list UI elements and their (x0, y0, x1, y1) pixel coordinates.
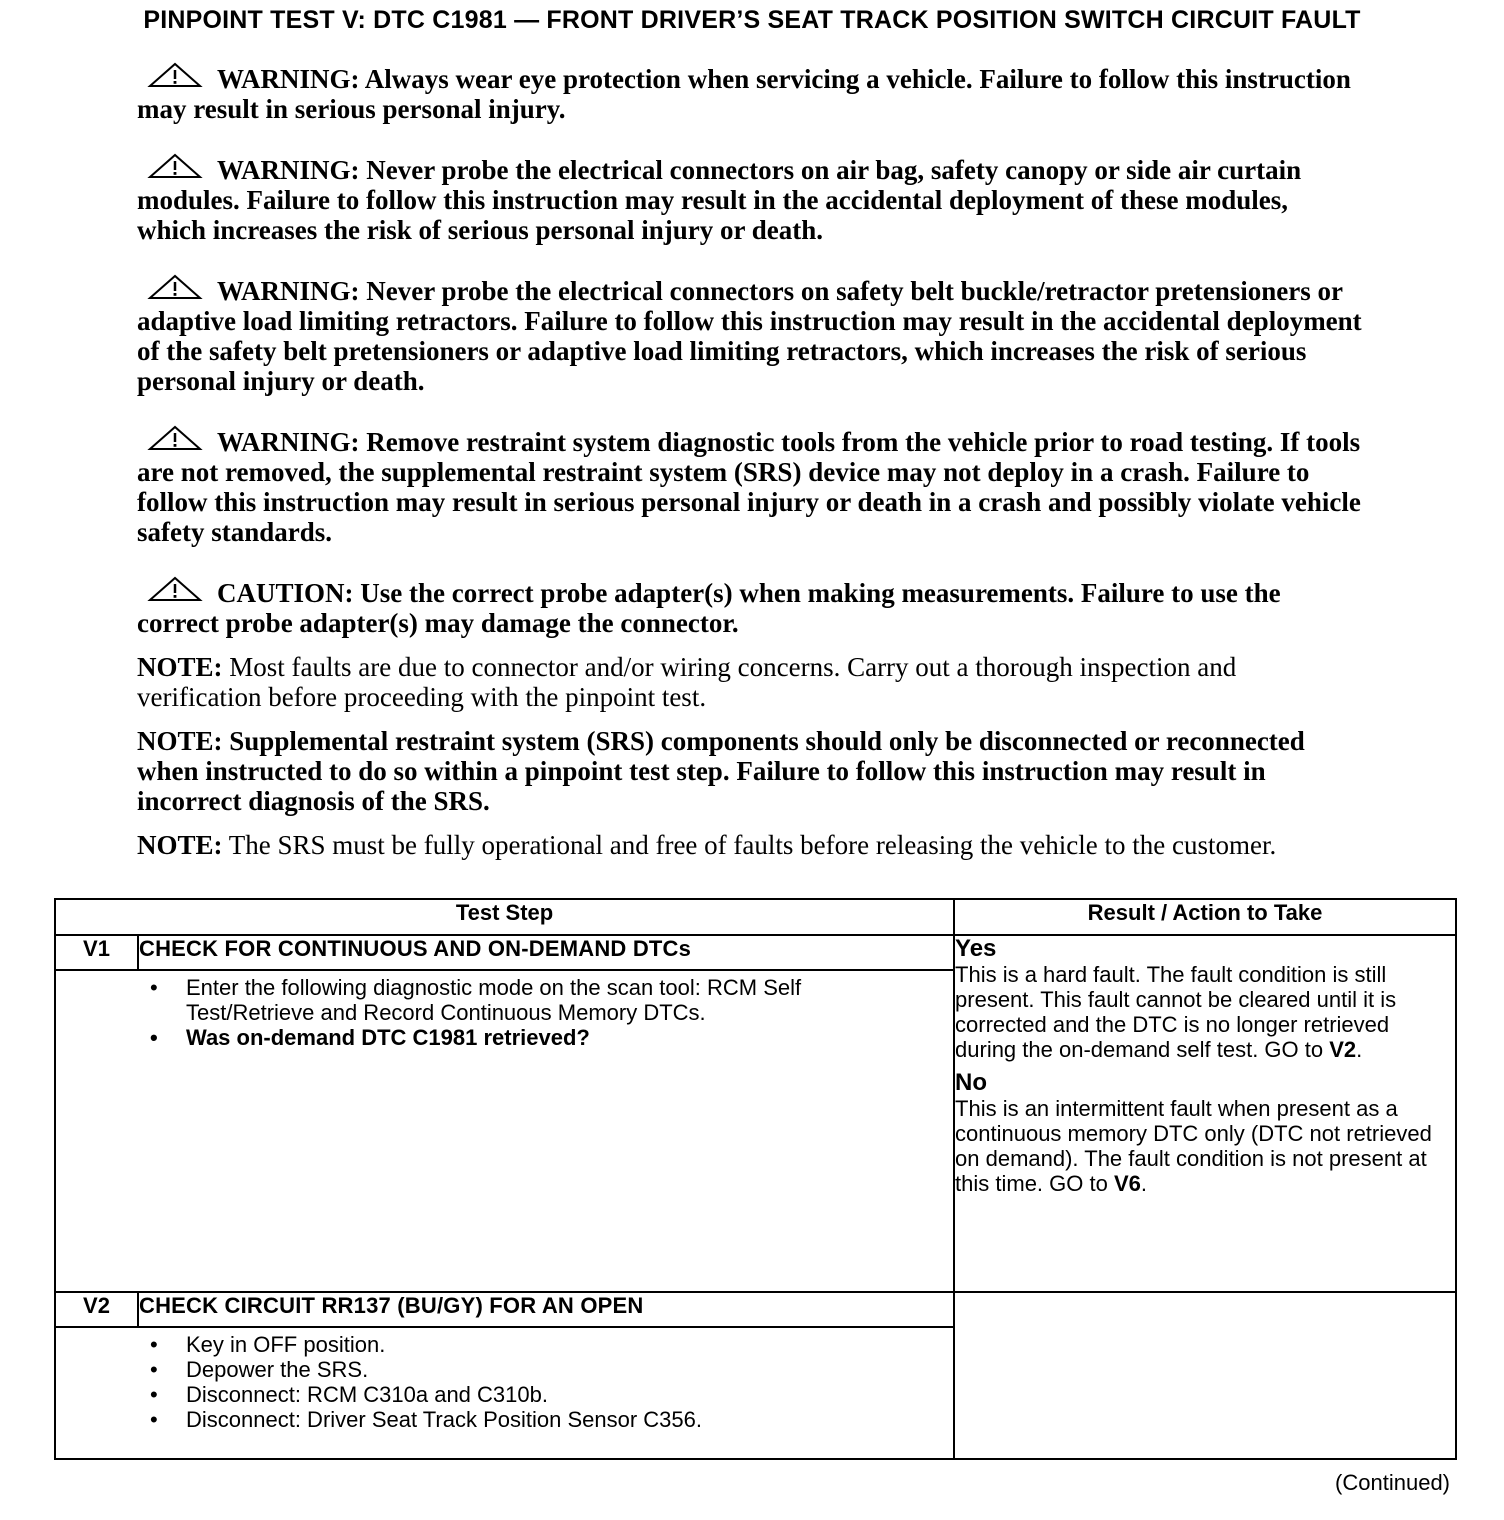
note-3-text: The SRS must be fully operational and free of faults before releasing the vehicle to the customer. (222, 830, 1277, 860)
header-test-step: Test Step (55, 899, 954, 935)
warning-triangle-icon (147, 274, 203, 300)
goto-v6-link[interactable]: V6 (1113, 1171, 1141, 1196)
list-item: • Depower the SRS. (56, 1357, 953, 1382)
list-item: • Enter the following diagnostic mode on the scan tool: RCM Self Test/Retrieve and Record Continuous Memory DTCs. (56, 975, 953, 1025)
caution-1 (137, 576, 1362, 638)
pinpoint-test-table (54, 898, 1457, 1460)
warning-3 (137, 274, 1362, 396)
continued-label: (Continued) (1335, 1470, 1450, 1495)
warning-3-text: WARNING: Never probe the electrical connectors on safety belt buckle/retractor pretensioners or adaptive load limiting retractors. Failure to follow this instruction may result in the accidental deployment of the safety belt pretensioners or adaptive load limiting retractors, which increases the risk of serious personal injury or death. (137, 276, 1362, 396)
note-2 (137, 726, 1362, 816)
step-id-v1: V1 (55, 935, 138, 970)
note-label: NOTE: (137, 830, 223, 860)
step-body-v2 (55, 1327, 954, 1459)
result-v1 (954, 935, 1456, 1292)
list-item: • Was on-demand DTC C1981 retrieved? (56, 1025, 953, 1050)
warning-4-text: WARNING: Remove restraint system diagnostic tools from the vehicle prior to road testing. If tools are not removed, the supplemental restraint system (SRS) device may not deploy in a crash. Failure to follow this instruction may result in serious personal injury or death in a crash and possibly violate vehicle safety standards. (137, 427, 1361, 547)
result-no-label: No (955, 1069, 988, 1096)
step-v1-title-row (55, 935, 1456, 970)
step-v2-title-row (55, 1292, 1456, 1327)
note-3 (137, 830, 1362, 860)
warning-triangle-icon (147, 153, 203, 179)
note-2-text: Supplemental restraint system (SRS) components should only be disconnected or reconnected when instructed to do so within a pinpoint test step. Failure to follow this instruction may result in incorrect diagnosis of the SRS. (137, 726, 1305, 816)
step-title-v1: CHECK FOR CONTINUOUS AND ON-DEMAND DTCs (138, 935, 954, 970)
result-no-text (955, 1096, 1455, 1196)
result-yes-text (955, 962, 1455, 1062)
warning-triangle-icon (147, 425, 203, 451)
no-end: . (1140, 1171, 1147, 1196)
list-item: • Disconnect: Driver Seat Track Position Sensor C356. (56, 1407, 953, 1432)
step-body-v1 (55, 970, 954, 1292)
warning-2 (137, 153, 1362, 245)
table-header-row (55, 899, 1456, 935)
warning-1 (137, 62, 1362, 124)
list-item: • Disconnect: RCM C310a and C310b. (56, 1382, 953, 1407)
result-v2 (954, 1292, 1456, 1459)
note-label: NOTE: (137, 726, 223, 756)
step-v2-bullets (56, 1332, 953, 1432)
page-title: PINPOINT TEST V: DTC C1981 — FRONT DRIVER’S SEAT TRACK POSITION SWITCH CIRCUIT FAULT (143, 6, 1361, 34)
note-label: NOTE: (137, 652, 223, 682)
warning-2-text: WARNING: Never probe the electrical connectors on air bag, safety canopy or side air curtain modules. Failure to follow this instruction may result in the accidental deployment of these modules, which increases the risk of serious personal injury or death. (137, 155, 1302, 245)
step-title-v2: CHECK CIRCUIT RR137 (BU/GY) FOR AN OPEN (138, 1292, 954, 1327)
list-item: • Key in OFF position. (56, 1332, 953, 1357)
no-text: This is an intermittent fault when present as a continuous memory DTC only (DTC not retrieved on demand). The fault condition is not present at this time. GO to (955, 1096, 1432, 1196)
warning-4 (137, 425, 1362, 547)
step-id-v2: V2 (55, 1292, 138, 1327)
yes-text: This is a hard fault. The fault condition is still present. This fault cannot be cleared until it is corrected and the DTC is no longer retrieved during the on-demand self test. GO to (955, 962, 1397, 1062)
warning-triangle-icon (147, 576, 203, 602)
note-1-text: Most faults are due to connector and/or wiring concerns. Carry out a thorough inspection and verification before proceeding with the pinpoint test. (137, 652, 1237, 712)
caution-1-text: CAUTION: Use the correct probe adapter(s) when making measurements. Failure to use the correct probe adapter(s) may damage the connector. (137, 578, 1281, 638)
goto-v2-link[interactable]: V2 (1329, 1037, 1357, 1062)
header-result-action: Result / Action to Take (954, 899, 1456, 935)
yes-end: . (1356, 1037, 1363, 1062)
warning-1-text: WARNING: Always wear eye protection when servicing a vehicle. Failure to follow this instruction may result in serious personal injury. (137, 64, 1351, 124)
warning-triangle-icon (147, 62, 203, 88)
note-1 (137, 652, 1362, 712)
result-yes-label: Yes (955, 935, 997, 962)
step-v1-bullets (56, 975, 953, 1050)
warnings-and-notes (137, 62, 1362, 874)
